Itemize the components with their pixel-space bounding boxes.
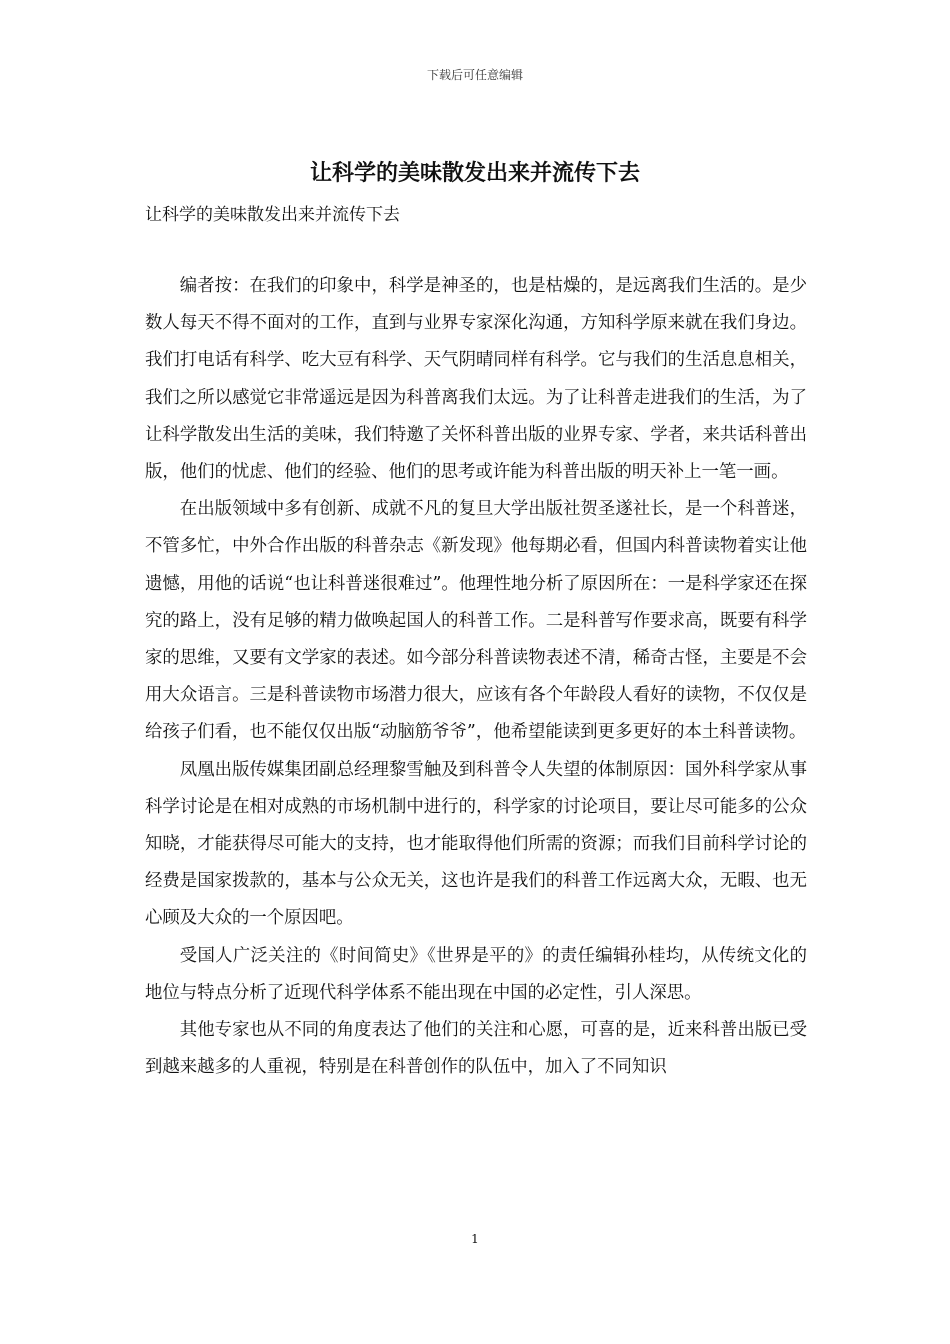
document-body [145, 268, 807, 1086]
document-subtitle: 让科学的美味散发出来并流传下去 [145, 205, 400, 225]
paragraph: 其他专家也从不同的角度表达了他们的关注和心愿，可喜的是，近来科普出版已受到越来越多的人重视，特别是在科普创作的队伍中，加入了不同知识 [145, 1020, 807, 1078]
paragraph: 编者按：在我们的印象中，科学是神圣的，也是枯燥的，是远离我们生活的。是少数人每天不得不面对的工作，直到与业界专家深化沟通，方知科学原来就在我们身边。我们打电话有科学、吃大豆有科学、天气阴晴同样有科学。它与我们的生活息息相关，我们之所以感觉它非常遥远是因为科普离我们太远。为了让科普走进我们的生活，为了让科学散发出生活的美味，我们特邀了关怀科普出版的业界专家、学者，来共话科普出版，他们的忧虑、他们的经验、他们的思考或许能为科普出版的明天补上一笔一画。 [145, 276, 807, 483]
paragraph: 受国人广泛关注的《时间简史》《世界是平的》的责任编辑孙桂均，从传统文化的地位与特点分析了近现代科学体系不能出现在中国的必定性，引人深思。 [145, 945, 807, 1003]
paragraph: 凤凰出版传媒集团副总经理黎雪触及到科普令人失望的体制原因：国外科学家从事科学讨论是在相对成熟的市场机制中进行的，科学家的讨论项目，要让尽可能多的公众知晓，才能获得尽可能大的支持，也才能取得他们所需的资源；而我们目前科学讨论的经费是国家拨款的，基本与公众无关，这也许是我们的科普工作远离大众，无暇、也无心顾及大众的一个原因吧。 [145, 759, 807, 929]
header-note: 下载后可任意编辑 [426, 68, 523, 82]
page-number: 1 [471, 1232, 479, 1246]
paragraph: 在出版领域中多有创新、成就不凡的复旦大学出版社贺圣遂社长，是一个科普迷，不管多忙，中外合作出版的科普杂志《新发现》他每期必看，但国内科普读物着实让他遗憾，用他的话说“也让科普迷很难过”。他理性地分析了原因所在：一是科学家还在探究的路上，没有足够的精力做唤起国人的科普工作。二是科普写作要求高，既要有科学家的思维，又要有文学家的表述。如今部分科普读物表述不清，稀奇古怪，主要是不会用大众语言。三是科普读物市场潜力很大，应该有各个年龄段人看好的读物，不仅仅是给孩子们看，也不能仅仅出版“动脑筋爷爷”，他希望能读到更多更好的本土科普读物。 [145, 499, 807, 743]
document-title: 让科学的美味散发出来并流传下去 [309, 161, 640, 186]
